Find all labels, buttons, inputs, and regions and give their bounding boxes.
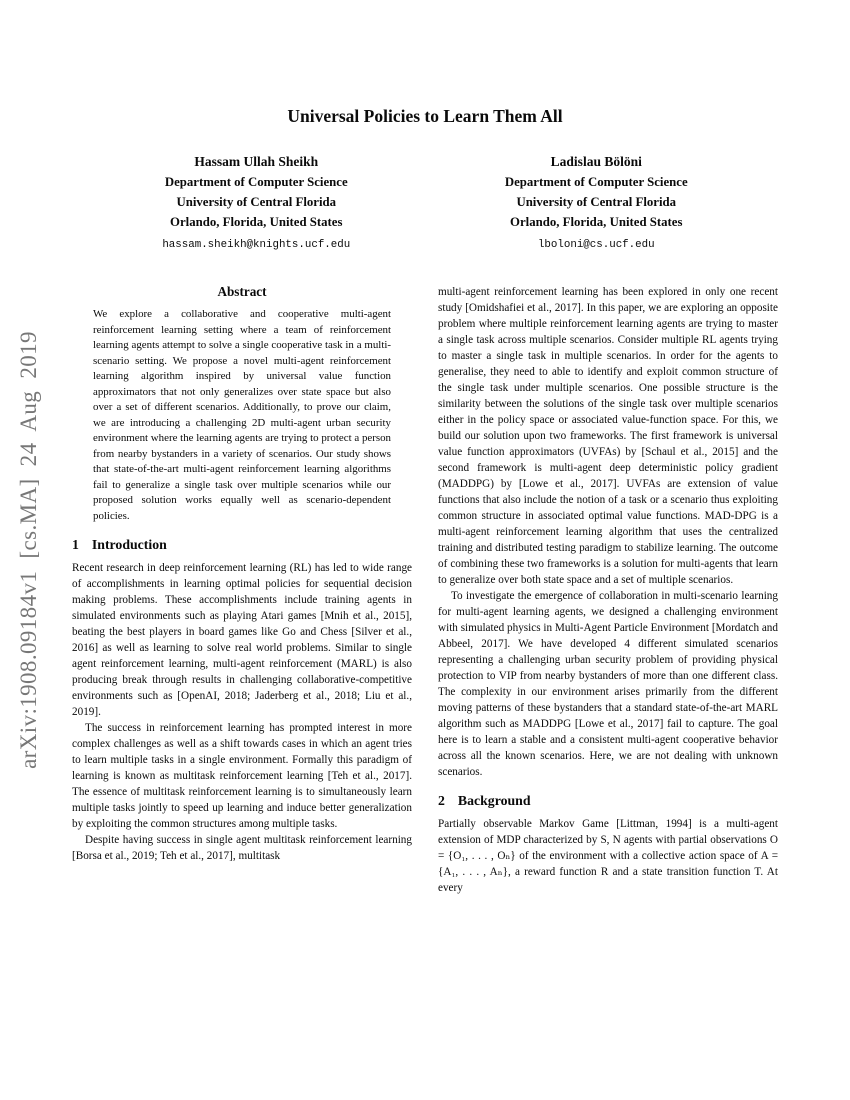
- authors-row: [0, 152, 850, 252]
- arxiv-watermark: arXiv:1908.09184v1 [cs.MA] 24 Aug 2019: [16, 331, 41, 769]
- left-column: [72, 284, 412, 896]
- paper-title: Universal Policies to Learn Them All: [287, 106, 563, 126]
- section-title: Introduction: [91, 537, 167, 552]
- author-email: lboloni@cs.ucf.edu: [537, 239, 655, 251]
- author-department: Department of Computer Science: [504, 175, 688, 189]
- abstract-text: We explore a collaborative and cooperative multi-agent reinforcement learning setting where a team of reinforcement learning agents attempt to solve a single cooperative task in a multi-scenario setting. We propose a novel multi-agent reinforcement learning algorithm inspired by universal value function approximators that not only generalizes over state space but also over a set of different scenarios. Additionally, to prove our claim, we are introducing a challenging 2D multi-agent urban security environment where the learning agents are trying to protect a person from nearby bystanders in a variety of scenarios. Our study shows that state-of-the-art multi-agent reinforcement learning algorithms fail to generalize a single task over multiple scenarios while our proposed solution works equally well as scenario-dependent policies.: [93, 308, 391, 522]
- abstract-section: [93, 284, 391, 524]
- intro-paragraph-1: Recent research in deep reinforcement learning (RL) has led to wide range of accomplishments in learning optimal policies for sequential decision making problems. These accomplishments include training agents in simulated environments such as playing Atari games [Mnih et al., 2015], beating the best players in board games like Go and Chess [Silver et al., 2016] as well as learning to solve real world problems. Similar to single agent reinforcement learning, multi-agent reinforcement (MARL) is also producing break through results in challenging collaborative-competitive environments such as [OpenAI, 2018; Jaderberg et al., 2018; Liu et al., 2019].: [72, 562, 412, 718]
- author-block: [505, 152, 688, 252]
- author-name: Ladislau Bölöni: [550, 154, 642, 169]
- section-heading-background: [438, 793, 778, 809]
- section-number: 2: [438, 793, 445, 808]
- intro-paragraph-2: The success in reinforcement learning has prompted interest in more complex challenges as well as a shift towards cases in which an agent tries to learn multiple tasks in a single environment. Formally this paradigm of learning is known as multitask reinforcement learning [Teh et al., 2017]. The essence of multitask reinforcement learning is to simultaneously learn multiple tasks jointly to speed up learning and induce better generalization by exploiting the common structures among multiple tasks.: [72, 722, 412, 830]
- arxiv-margin-strip: [0, 0, 58, 1100]
- author-location: Orlando, Florida, United States: [510, 215, 683, 229]
- section-number: 1: [72, 537, 79, 552]
- intro-paragraph-3: Despite having success in single agent multitask reinforcement learning [Borsa et al., 2019; Teh et al., 2017], multitask: [72, 834, 412, 862]
- two-column-body: [0, 284, 850, 896]
- section-title: Background: [457, 793, 531, 808]
- abstract-heading: Abstract: [217, 284, 267, 299]
- author-university: University of Central Florida: [176, 195, 337, 209]
- author-university: University of Central Florida: [516, 195, 677, 209]
- intro-paragraph-4: To investigate the emergence of collaboration in multi-scenario learning for multi-agent learning agents, we designed a challenging environment with simulated physics in Multi-Agent Particle Environment [Mordatch and Abbeel, 2017]. We have developed 4 different simulated scenarios representing a challenging urban security problem of providing physical protection to VIP from nearby bystanders of more than one different class. The complexity in our environment arises primarily from the different moving patterns of these bystanders that a standard state-of-the-art MARL algorithm such as MADDPG [Lowe et al., 2017] fail to capture. The goal here is to learn a stable and a consistent multi-agent cooperative behavior across all the known scenarios. Here, we are not dealing with unknown scenarios.: [438, 590, 778, 778]
- author-department: Department of Computer Science: [164, 175, 348, 189]
- section-heading-introduction: [72, 537, 412, 553]
- author-block: [162, 152, 350, 252]
- author-name: Hassam Ullah Sheikh: [194, 154, 319, 169]
- author-email: hassam.sheikh@knights.ucf.edu: [162, 239, 351, 251]
- author-location: Orlando, Florida, United States: [170, 215, 343, 229]
- background-paragraph-1: Partially observable Markov Game [Littman, 1994] is a multi-agent extension of MDP characterized by S, N agents with partial observations O = {O₁, . . . , Oₙ} of the environment with a collective action space of A = {A₁, . . . , Aₙ}, a reward function R and a state transition function T. At every: [438, 818, 778, 894]
- intro-paragraph-continued: multi-agent reinforcement learning has been explored in only one recent study [Omidshafiei et al., 2017]. In this paper, we are exploring an opposite problem where multiple reinforcement learning agents are trying to master a single task across multiple scenarios. Consider multiple RL agents trying to master a single task in multiple scenarios. In order for the agents to generalise, they need to able to identify and exploit common structure of the single task under multiple scenarios. One possible structure is the similarity between the solutions of the single task over multiple scenarios either in the policy space or associated value-function space. For this, we build our solution upon two frameworks. The first framework is universal value function approximators (UVFAs) by [Schaul et al., 2015] and the second framework is multi-agent deep deterministic policy gradient (MADDPG) by [Lowe et al., 2017]. UVFAs are extension of value functions that also include the notion of a task or a scenario thus exploiting common structure in associated optimal value functions. MAD-DPG is a multi-agent reinforcement learning algorithm that uses the centralized training and distributed testing paradigm to stabilize learning. The outcome of combining these two frameworks is a solution for multi-agents that learn to generalize over both state space and a set of multiple scenarios.: [438, 286, 778, 586]
- right-column: [438, 284, 778, 896]
